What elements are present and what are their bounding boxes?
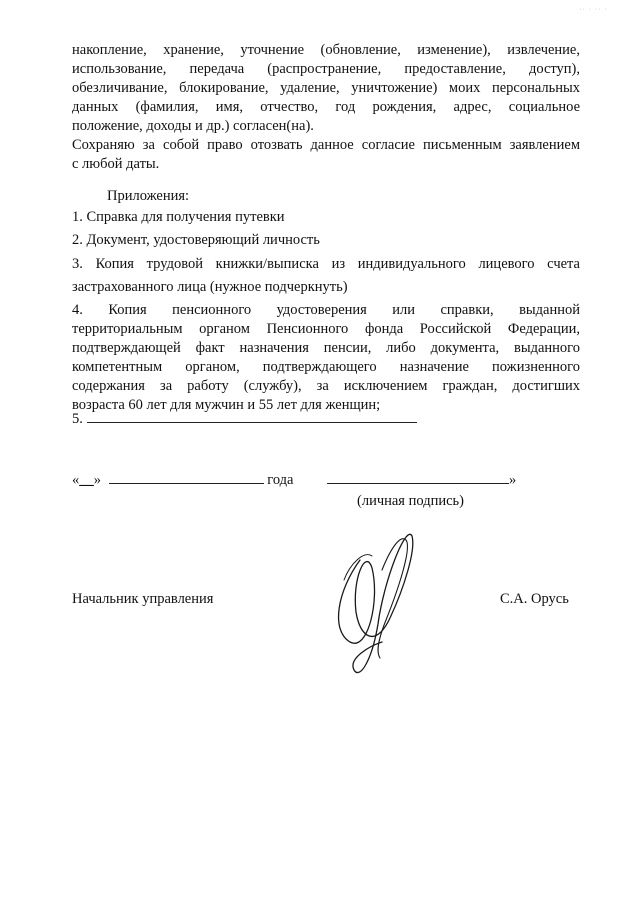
attachment-item-1: 1. Справка для получения путевки — [72, 209, 285, 225]
attachment-item-5 — [72, 411, 580, 428]
withdraw-line-1: Сохраняю за собой право отозвать данное согласие письменным заявлением — [72, 137, 580, 153]
consent-line-5: положение, доходы и др.) согласен(на). — [72, 118, 314, 134]
attachment-item-4-line-2: территориальным органом Пенсионного фонда Российской Федерации, — [72, 321, 580, 337]
consent-line-4: данных (фамилия, имя, отчество, год рождения, адрес, социальное — [72, 99, 580, 115]
attachment-item-4-line-3: подтверждающей факт назначения пенсии, либо документа, выданного — [72, 340, 580, 356]
attachment-item-4-line-4: компетентным органом, подтверждающего назначение пожизненного — [72, 359, 580, 375]
signature-caption: (личная подпись) — [357, 493, 464, 509]
attachment-item-4-line-1: 4. Копия пенсионного удостоверения или справки, выданной — [72, 302, 580, 318]
attachment-item-5-blank — [87, 422, 417, 423]
attachment-item-4-line-6: возраста 60 лет для мужчин и 55 лет для женщин; — [72, 397, 381, 413]
attachment-item-3-line-2: застрахованного лица (нужное подчеркнуть) — [72, 279, 348, 295]
date-close-quote: » — [93, 472, 101, 488]
consent-line-2: использование, передача (распространение, предоставление, доступ), — [72, 61, 580, 77]
attachments-title: Приложения: — [107, 188, 190, 204]
signer-position: Начальник управления — [72, 591, 214, 607]
date-open-quote: « — [72, 472, 80, 488]
date-month-blank — [109, 483, 264, 484]
signature-close-quote: » — [509, 472, 517, 488]
consent-line-3: обезличивание, блокирование, удаление, уничтожение) моих персональных — [72, 80, 580, 96]
date-day-blank: __ — [79, 472, 94, 488]
attachment-item-3-line-1: 3. Копия трудовой книжки/выписка из индивидуального лицевого счета — [72, 256, 580, 272]
consent-line-1: накопление, хранение, уточнение (обновление, изменение), извлечение, — [72, 42, 580, 58]
signature-line — [327, 472, 527, 489]
attachment-item-5-number: 5. — [72, 411, 83, 427]
scan-mark: ·· · ·· · — [579, 6, 608, 13]
date-year-word: года — [267, 472, 294, 488]
signature-blank — [327, 483, 509, 484]
signer-name: С.А. Орусь — [500, 591, 569, 607]
attachment-item-2: 2. Документ, удостоверяющий личность — [72, 232, 320, 248]
withdraw-line-2: с любой даты. — [72, 156, 160, 172]
attachment-item-4-line-5: содержания за работу (службу), за исключением граждан, достигших — [72, 378, 580, 394]
